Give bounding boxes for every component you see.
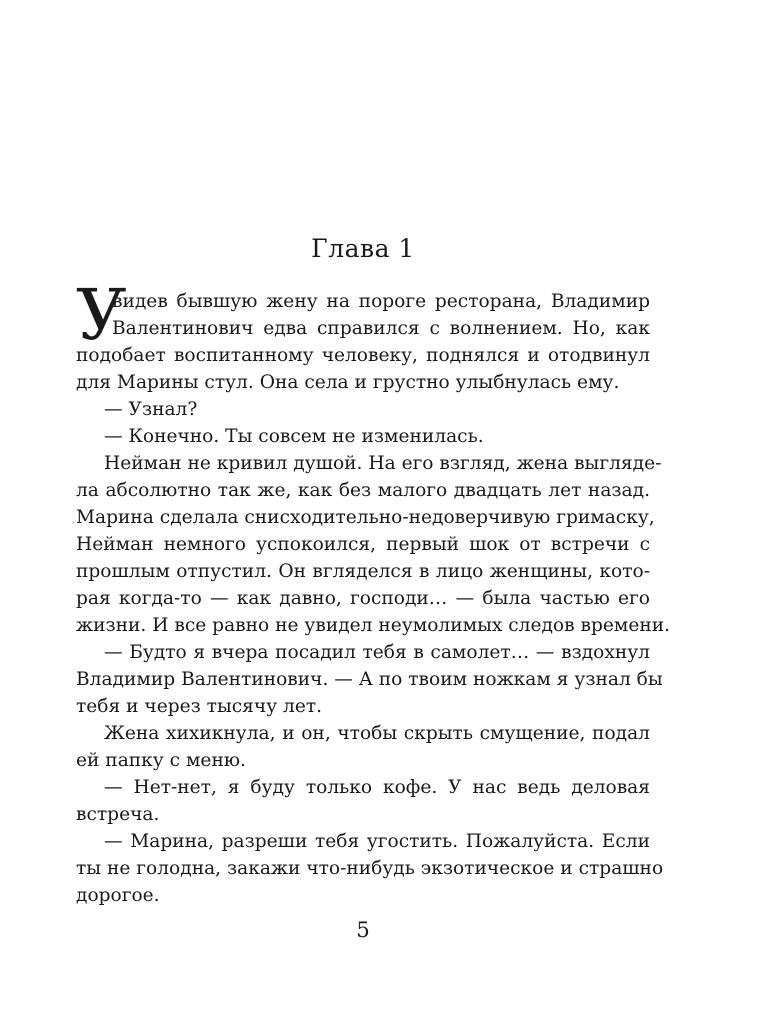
text-line: ты не голодна, закажи что-нибудь экзотическое и страшно: [76, 858, 664, 879]
text-line: — Будто я вчера посадил тебя в самолет… — вздохнул: [104, 642, 650, 663]
text-line: Нейман немного успокоился, первый шок от встречи с: [76, 534, 650, 555]
text-line: Владимир Валентинович. — А по твоим ножкам я узнал бы: [76, 669, 663, 690]
text-line: для Марины стул. Она села и грустно улыбнулась ему.: [76, 372, 620, 393]
text-line: подобает воспитанному человеку, поднялся и отодвинул: [76, 345, 650, 366]
text-line: видев бывшую жену на пороге ресторана, Владимир: [112, 291, 650, 312]
text-line: — Конечно. Ты совсем не изменилась.: [104, 426, 484, 447]
text-line: Марина сделала снисходительно-недоверчивую гримаску,: [76, 507, 655, 528]
text-line: — Узнал?: [104, 399, 198, 420]
text-line: тебя и через тысячу лет.: [76, 696, 323, 717]
chapter-title: Глава 1: [311, 234, 415, 263]
text-line: — Нет-нет, я буду только кофе. У нас ведь деловая: [104, 777, 650, 798]
text-line: ей папку с меню.: [76, 750, 246, 771]
text-line: рая когда-то — как давно, господи… — была частью его: [76, 588, 650, 609]
text-line: жизни. И все равно не увидел неумолимых следов времени.: [76, 615, 671, 636]
page-number: 5: [356, 918, 370, 942]
text-line: — Марина, разреши тебя угостить. Пожалуйста. Если: [104, 831, 650, 852]
text-line: встреча.: [76, 804, 160, 825]
text-line: дорогое.: [76, 885, 160, 906]
text-line: Валентинович едва справился с волнением. Но, как: [112, 318, 650, 339]
text-line: ла абсолютно так же, как без малого двадцать лет назад.: [76, 480, 650, 501]
text-line: Нейман не кривил душой. На его взгляд, жена выгляде-: [104, 453, 662, 474]
text-line: прошлым отпустил. Он вгляделся в лицо женщины, кото-: [76, 561, 650, 582]
text-line: Жена хихикнула, и он, чтобы скрыть смущение, подал: [104, 723, 650, 744]
drop-cap: У: [76, 274, 127, 356]
